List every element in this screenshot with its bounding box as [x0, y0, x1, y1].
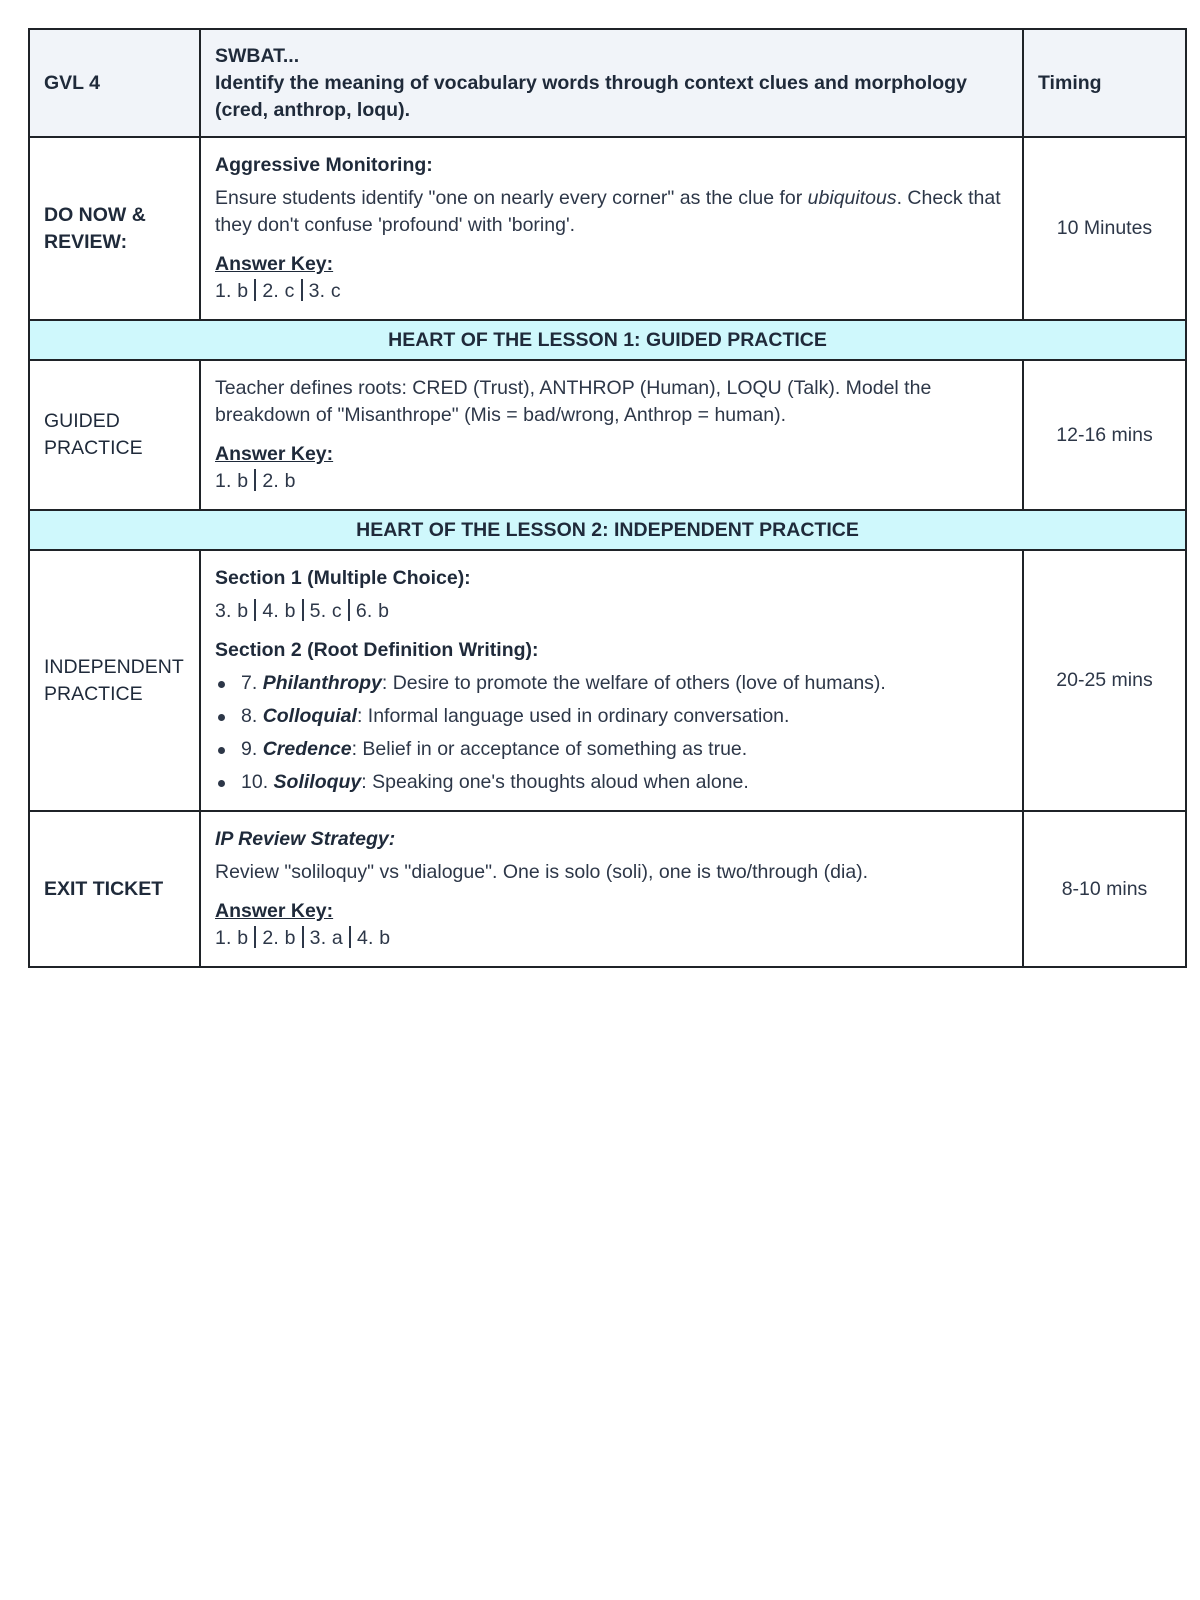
answer-key-label: Answer Key:	[215, 443, 334, 465]
answer: 6. b	[355, 600, 390, 622]
independent-content	[200, 550, 1023, 811]
answer-key-label: Answer Key:	[215, 900, 334, 922]
monitoring-italic-word: ubiquitous	[807, 187, 897, 209]
do-now-content	[200, 137, 1023, 320]
exit-ticket-label: EXIT TICKET	[29, 811, 200, 967]
independent-label: INDEPENDENT PRACTICE	[29, 550, 200, 811]
vocab-definition: : Desire to promote the welfare of others (love of humans).	[381, 672, 886, 694]
bullet-icon	[218, 714, 225, 721]
definition-list	[215, 670, 1008, 796]
answer: 2. c	[262, 280, 295, 302]
answer: 3. c	[308, 280, 341, 302]
vocab-term: Credence	[262, 738, 352, 760]
answer: 2. b	[262, 927, 296, 949]
answer: 4. b	[356, 927, 391, 949]
monitoring-text	[215, 185, 1008, 239]
grade-level: GVL 4	[29, 29, 200, 137]
section-row-2	[29, 510, 1186, 550]
guided-answers	[215, 468, 1008, 495]
exit-ticket-timing: 8-10 mins	[1023, 811, 1186, 967]
answer: 4. b	[262, 600, 296, 622]
guided-timing: 12-16 mins	[1023, 360, 1186, 510]
section1-title: Section 1 (Multiple Choice):	[215, 567, 471, 589]
vocab-definition: : Speaking one's thoughts aloud when alone.	[361, 771, 749, 793]
item-number: 9.	[241, 738, 258, 760]
independent-timing: 20-25 mins	[1023, 550, 1186, 811]
lesson-plan	[28, 28, 1185, 968]
list-item	[215, 769, 1008, 796]
timing-header: Timing	[1023, 29, 1186, 137]
exit-ticket-row	[29, 811, 1186, 967]
bullet-icon	[218, 780, 225, 787]
independent-row	[29, 550, 1186, 811]
answer: 1. b	[215, 280, 249, 302]
guided-row	[29, 360, 1186, 510]
exit-ticket-answers	[215, 925, 1008, 952]
vocab-definition: : Informal language used in ordinary conversation.	[356, 705, 790, 727]
objective-text: Identify the meaning of vocabulary words through context clues and morphology (cred, anthrop, loqu).	[215, 71, 967, 121]
guided-content	[200, 360, 1023, 510]
item-number: 8.	[241, 705, 258, 727]
vocab-definition: : Belief in or acceptance of something as true.	[351, 738, 748, 760]
exit-ticket-content	[200, 811, 1023, 967]
bullet-icon	[218, 681, 225, 688]
answer-key-label: Answer Key:	[215, 253, 334, 275]
answer: 2. b	[262, 470, 296, 492]
section1-answers	[215, 598, 1008, 625]
section-row-1	[29, 320, 1186, 360]
list-item	[215, 736, 1008, 763]
answer: 3. a	[309, 927, 343, 949]
section-title-1: HEART OF THE LESSON 1: GUIDED PRACTICE	[29, 320, 1186, 360]
answer: 5. c	[309, 600, 342, 622]
objective-cell	[200, 29, 1023, 137]
item-number: 10.	[241, 771, 269, 793]
do-now-answers	[215, 278, 1008, 305]
item-number: 7.	[241, 672, 258, 694]
swbat-label: SWBAT...	[215, 44, 300, 67]
do-now-row	[29, 137, 1186, 320]
guided-label: GUIDED PRACTICE	[29, 360, 200, 510]
monitoring-text-start: Ensure students identify "one on nearly every corner" as the clue for	[215, 187, 808, 209]
vocab-term: Colloquial	[262, 705, 357, 727]
vocab-term: Philanthropy	[262, 672, 382, 694]
answer: 1. b	[215, 470, 249, 492]
guided-text: Teacher defines roots: CRED (Trust), ANTHROP (Human), LOQU (Talk). Model the breakdown of "Misanthrope" (Mis = bad/wrong, Anthrop = human).	[215, 377, 932, 426]
do-now-timing: 10 Minutes	[1023, 137, 1186, 320]
vocab-term: Soliloquy	[273, 771, 362, 793]
monitoring-text-end: . Check that they don't confuse 'profound' with 'boring'.	[215, 187, 1001, 236]
do-now-label: DO NOW & REVIEW:	[29, 137, 200, 320]
strategy-text: Review "soliloquy" vs "dialogue". One is solo (soli), one is two/through (dia).	[215, 861, 869, 883]
answer: 3. b	[215, 600, 249, 622]
list-item	[215, 703, 1008, 730]
lesson-plan-table	[28, 28, 1187, 968]
answer: 1. b	[215, 927, 249, 949]
monitoring-title: Aggressive Monitoring:	[215, 154, 433, 176]
section-title-2: HEART OF THE LESSON 2: INDEPENDENT PRACTICE	[29, 510, 1186, 550]
list-item	[215, 670, 1008, 697]
bullet-icon	[218, 747, 225, 754]
header-row	[29, 29, 1186, 137]
section2-title: Section 2 (Root Definition Writing):	[215, 639, 539, 661]
strategy-title: IP Review Strategy:	[215, 828, 396, 850]
